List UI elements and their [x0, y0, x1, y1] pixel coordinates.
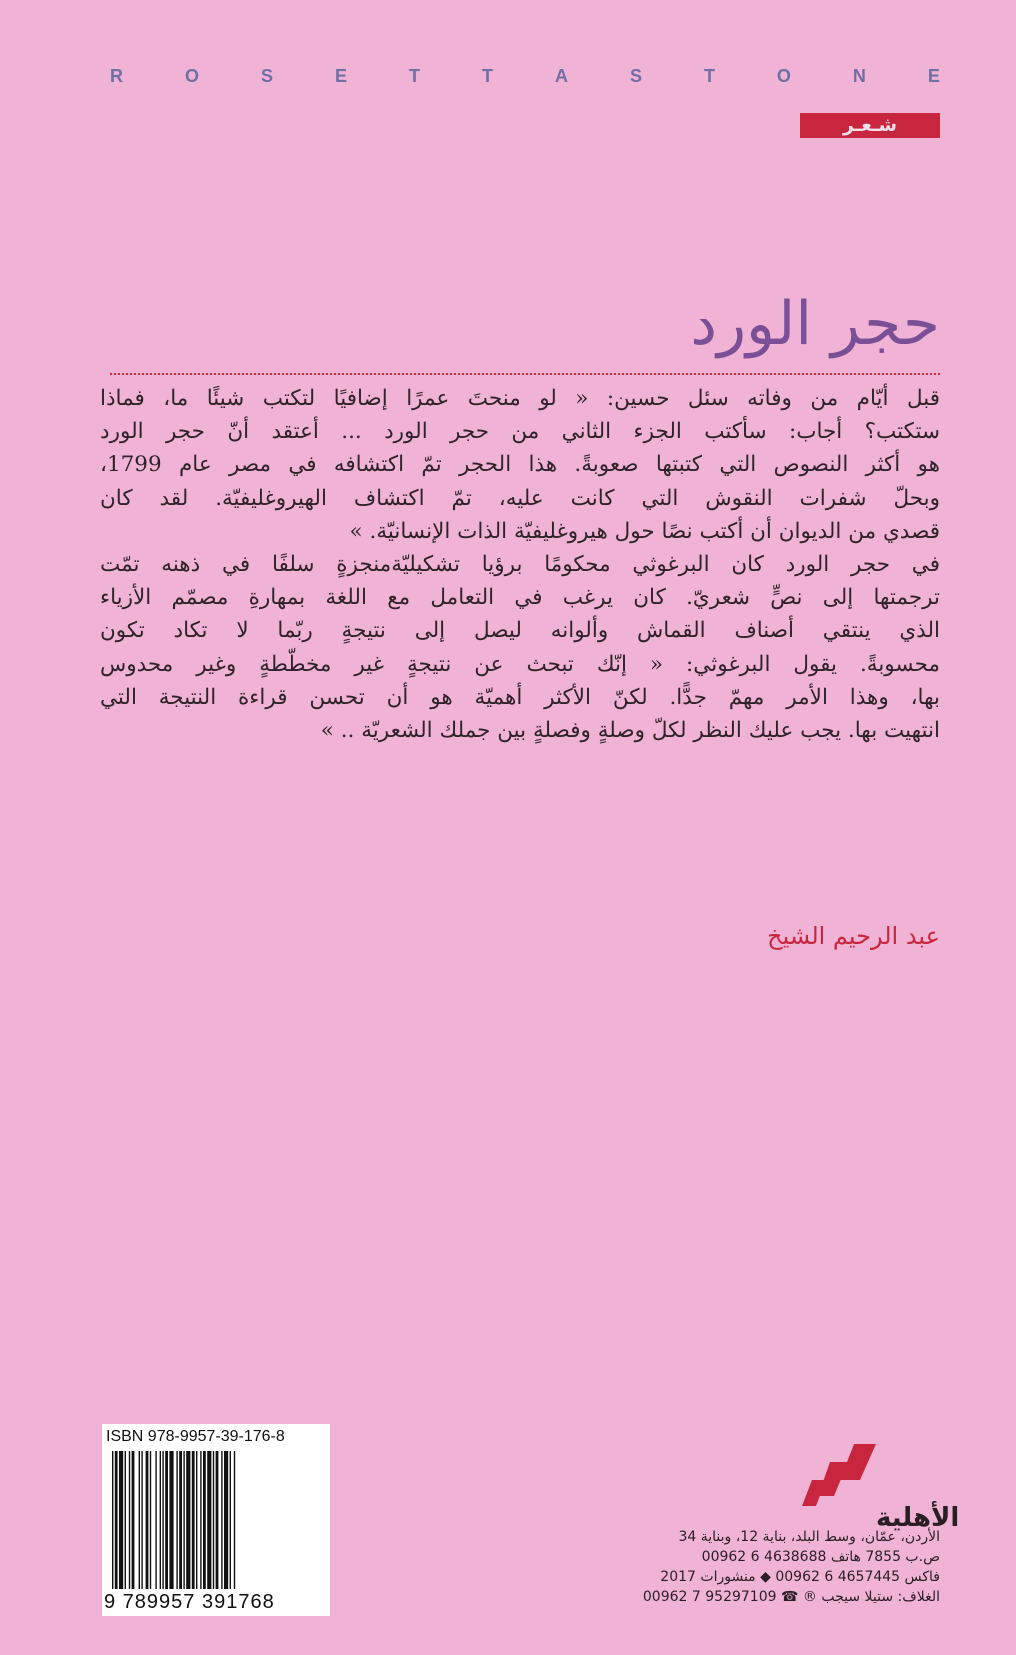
blurb-line: قصدي من الديوان أن أكتب نصًا حول هيروغليفيّة الذات الإنسانيّة. » — [349, 518, 940, 544]
barcode-bar — [155, 1451, 156, 1589]
publisher-line: الأردن، عمّان، وسط البلد، بناية 12، وبناية 34 — [678, 1529, 940, 1545]
barcode-bar — [196, 1451, 197, 1589]
poetry-badge: شـعـر — [800, 113, 940, 138]
publisher-line: ص.ب 7855 هاتف 4638688 6 00962 — [701, 1549, 940, 1565]
book-title: حجر الورد — [690, 289, 940, 359]
blurb-line: وبحلّ شفرات النقوش التي كانت عليه، تمّ اكتشاف الهيروغليفيّة. لقد كان — [100, 485, 940, 511]
series-letter: T — [703, 66, 715, 86]
publisher-logo-text: الأهلية — [876, 1503, 960, 1533]
barcode-bar — [179, 1451, 182, 1589]
publisher-line: فاكس 4657445 6 00962 ◆ منشورات 2017 — [660, 1569, 940, 1585]
barcode-bar — [200, 1451, 201, 1589]
barcode-bar — [139, 1451, 140, 1589]
barcode-bar — [221, 1451, 222, 1589]
barcode-bar — [150, 1451, 151, 1589]
barcode-bar — [141, 1451, 142, 1589]
barcode-bar — [146, 1451, 149, 1589]
barcode-bar — [160, 1451, 161, 1589]
isbn-label: ISBN 978-9957-39-176-8 — [106, 1428, 285, 1445]
blurb-line: انتهيت بها. يجب عليك النظر لكلّ وصلةٍ وفصلةٍ بين جملك الشعريّة .. » — [320, 717, 940, 743]
blurb-line: في حجر الورد كان البرغوثي محكومًا برؤيا تشكيليّةمنجزةٍ سلفًا في ذهنه تمّت — [100, 551, 940, 577]
series-letter: O — [184, 66, 199, 86]
series-letter: S — [260, 66, 273, 86]
title-divider — [110, 373, 940, 375]
barcode-bar — [203, 1451, 206, 1589]
series-letter: N — [852, 66, 866, 86]
blurb-line: الذي ينتقي أصناف القماش وألوانه ليصل إلى نتيجةٍ ربّما لا تكاد تكون — [100, 618, 940, 644]
barcode-bar — [230, 1451, 231, 1589]
barcode-bar — [132, 1451, 135, 1589]
blurb-line: بها، وهذا الأمر مهمّ جدًّا. لكنّ الأكثر أهميّة هو أن تحسن قراءة النتيجة التي — [100, 684, 940, 710]
series-letter: E — [334, 66, 347, 86]
barcode-bar — [115, 1451, 118, 1589]
blurb-line: محسوبةً. يقول البرغوثي: « إنّك تبحث عن نتيجةٍ غير مخطّطةٍ وغير محدوس — [100, 651, 940, 677]
series-letter: A — [554, 66, 568, 86]
barcode-bar — [162, 1451, 163, 1589]
barcode-bar — [129, 1451, 130, 1589]
blurb-text — [100, 382, 940, 747]
blurb-line: ترجمتها إلى نصٍّ شعريّ. كان يرغب في التعامل مع اللغة بمهارةِ مصمّم الأزياء — [100, 585, 940, 611]
barcode-bar — [234, 1451, 235, 1589]
barcode-bar — [112, 1451, 113, 1589]
series-letter: S — [629, 66, 642, 86]
barcode-bar — [119, 1451, 123, 1589]
barcode-icon — [112, 1451, 320, 1589]
barcode-bar — [125, 1451, 126, 1589]
barcode-bar — [183, 1451, 184, 1589]
barcode-bar — [169, 1451, 173, 1589]
barcode-bar — [186, 1451, 190, 1589]
blurb-line: قبل أيّام من وفاته سئل حسين: « لو منحتَ عمرًا إضافيًا لتكتب شيئًا ما، فماذا — [100, 386, 940, 411]
barcode-digits: 9 789957 391768 — [104, 1591, 275, 1613]
author-name: عبد الرحيم الشيخ — [767, 922, 940, 950]
publisher-line: الغلاف: ستيلا سيجب ® ☎ 95297109 7 00962 — [642, 1589, 940, 1605]
publisher-info — [480, 1527, 940, 1607]
blurb-line: هو أكثر النصوص التي كتبتها صعوبةً. هذا الحجر تمّ اكتشافه في مصر عام 1799، — [100, 452, 940, 478]
publisher-logo-icon — [790, 1440, 960, 1533]
series-letter: O — [776, 66, 791, 86]
barcode-bar — [207, 1451, 211, 1589]
barcode-bar — [224, 1451, 228, 1589]
barcode-box — [102, 1424, 330, 1616]
series-letter: R — [110, 66, 123, 86]
series-name — [110, 66, 940, 87]
series-letter: E — [927, 66, 940, 86]
barcode-bar — [176, 1451, 177, 1589]
series-letter: T — [408, 66, 420, 86]
series-letter: T — [481, 66, 493, 86]
barcode-bar — [216, 1451, 219, 1589]
barcode-bar — [165, 1451, 168, 1589]
barcode-bar — [213, 1451, 214, 1589]
blurb-line: ستكتب؟ أجاب: سأكتب الجزء الثاني من حجر الورد ... أعتقد أنّ حجر الورد — [100, 419, 940, 445]
barcode-bar — [192, 1451, 195, 1589]
